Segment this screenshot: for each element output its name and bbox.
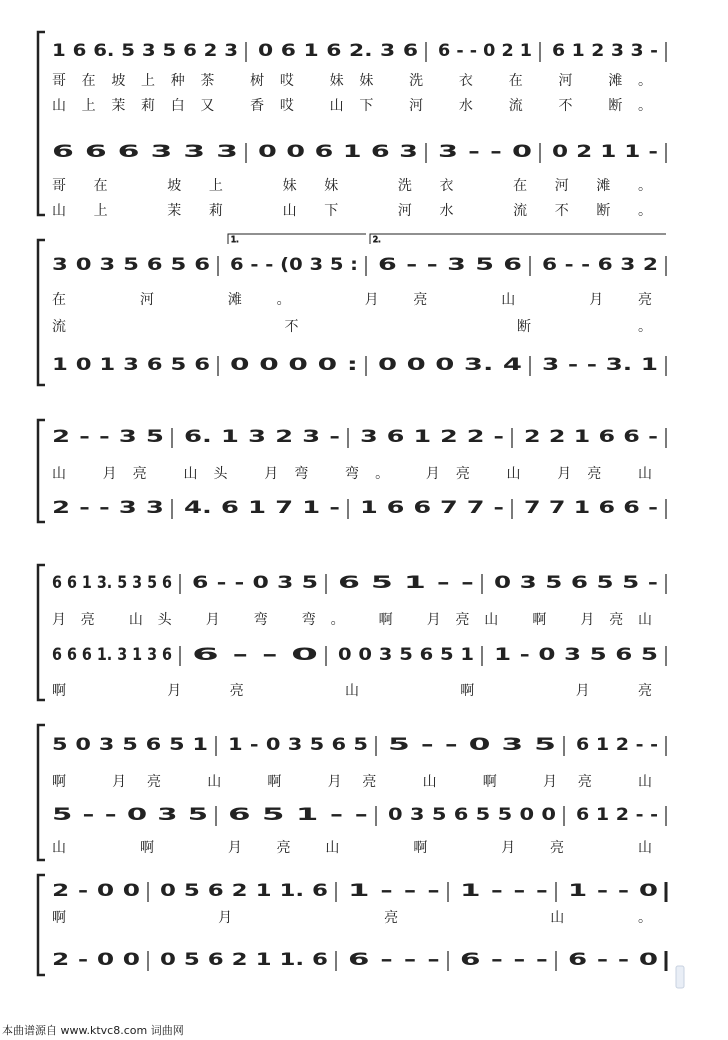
scroll-widget[interactable] <box>676 966 684 988</box>
lyric-line: 啊 月 亮 山。 <box>52 910 652 926</box>
measure-notes: 5 - - 0 3 5 <box>388 735 556 755</box>
measure-notes: 6 - - 0 2 1 <box>438 41 532 61</box>
lyric-line: 山 月亮 山头 月弯 弯。 月亮 山 月亮 山 <box>52 466 652 482</box>
measure-notes: 6 5 1 - - <box>338 573 474 593</box>
measure-notes: 6 1 2 - - <box>576 805 658 825</box>
lyric-line: 山上茉莉白又 香哎 山下 河 水 流 不 断。 <box>52 98 653 114</box>
lyric-line: 在 河 滩。 月亮 山 月亮 <box>52 292 653 308</box>
measure-notes: 1 - - - <box>348 881 440 901</box>
measure-notes: 0 0 3 5 6 5 1 <box>338 645 474 665</box>
measure-notes: 6 - - - <box>460 950 548 970</box>
measure-notes: 6 6 1 3. 5 3 5 6 <box>52 573 172 593</box>
volta-number: 2. <box>373 235 381 244</box>
measure-notes: 3 - - 0 <box>438 142 533 162</box>
measure-notes: 1 6 6. 5 3 5 6 2 3 <box>52 41 238 61</box>
measure-notes: 6 6 6 3 3 3 <box>52 142 238 162</box>
lyric-line: 月亮 山头 月 弯 弯。 啊 月亮山 啊 月亮山 <box>52 612 653 628</box>
measure-notes: 5 - - 0 3 5 <box>52 805 208 825</box>
measure-notes: 6 - - - <box>348 950 440 970</box>
measure-notes: 0 0 0 0 : <box>230 355 358 375</box>
system-brackets <box>38 32 45 975</box>
system-bracket <box>38 565 45 700</box>
volta-bracket <box>370 234 666 244</box>
measure-notes: 0 5 6 2 1 1. 6 <box>160 950 328 970</box>
measure-notes: 6 5 1 - - <box>228 805 368 825</box>
lyric-line: 啊 月亮 山 啊 月亮 <box>52 683 653 699</box>
measure-notes: 1 6 6 7 7 - <box>360 498 504 518</box>
lyric-line: 山上 茉莉 山下 河水 流不断。 <box>52 203 652 219</box>
measure-notes: 4. 6 1 7 1 - <box>184 498 340 518</box>
measure-notes: 0 5 6 2 1 1. 6 <box>160 881 328 901</box>
measure-notes: 0 6 1 6 2. 3 6 <box>258 41 418 61</box>
measure-notes: 7 7 1 6 6 - <box>524 498 658 518</box>
measure-notes: 5 0 3 5 6 5 1 <box>52 735 208 755</box>
system-bracket <box>38 420 45 522</box>
measure-notes: 0 3 5 6 5 5 - <box>494 573 658 593</box>
measure-notes: 1 - 0 3 5 6 5 <box>494 645 658 665</box>
measure-notes: 3 0 3 5 6 5 6 <box>52 255 210 275</box>
measure-notes: 3 6 1 2 2 - <box>360 427 504 447</box>
system-bracket <box>38 32 45 215</box>
measure-notes: 1 0 1 3 6 5 6 <box>52 355 210 375</box>
lyric-line: 哥在 坡上 妹妹 洗衣 在河滩。 <box>52 178 652 194</box>
lyric-line: 流 不 断。 <box>52 319 652 335</box>
measure-notes: 6 - - 6 3 2 <box>542 255 658 275</box>
system-bracket <box>38 725 45 860</box>
lyric-line: 哥在坡上种茶 树哎 妹妹 洗 衣 在 河 滩。 <box>52 73 653 89</box>
measure-notes: 2 - 0 0 <box>52 950 141 970</box>
measure-notes: 6 - - 0 <box>192 645 319 665</box>
measure-notes: 2 - - 3 5 <box>52 427 164 447</box>
measure-notes: 1 - - 0 <box>568 881 659 901</box>
measure-notes: 0 0 6 1 6 3 <box>258 142 418 162</box>
measure-notes: 6 1 2 - - <box>576 735 658 755</box>
measure-notes: 2 - - 3 3 <box>52 498 164 518</box>
measure-notes: 3 - - 3. 1 <box>542 355 658 375</box>
measure-notes: 1 - 0 3 5 6 5 <box>228 735 368 755</box>
measure-notes: 0 2 1 1 - <box>552 142 658 162</box>
lyric-line: 山 啊 月亮山 啊 月亮 山 <box>52 840 653 856</box>
measure-notes: 6 - - (0 3 5 : <box>230 255 358 275</box>
volta-bracket <box>228 234 366 244</box>
lyric-line: 啊 月亮 山 啊 月亮 山 啊 月亮 山 <box>52 774 652 790</box>
measure-notes: 0 3 5 6 5 5 0 0 <box>388 805 557 825</box>
system-bracket <box>38 875 45 975</box>
measure-notes: 6. 1 3 2 3 - <box>184 427 340 447</box>
measure-notes: 1 - - - <box>460 881 548 901</box>
volta-number: 1. <box>231 235 239 244</box>
measure-notes: 6 - - 0 <box>568 950 659 970</box>
measure-notes: 6 1 2 3 3 - <box>552 41 658 61</box>
measure-notes: 2 - 0 0 <box>52 881 141 901</box>
footer-source-text: 本曲谱源自 www.ktvc8.com 词曲网 <box>2 1024 184 1037</box>
measure-notes: 6 - - 0 3 5 <box>192 573 318 593</box>
system-bracket <box>38 240 45 385</box>
measure-notes: 2 2 1 6 6 - <box>524 427 658 447</box>
volta-marks <box>228 234 666 244</box>
measure-notes: 6 6 6 1. 3 1 3 6 <box>52 645 172 665</box>
measure-notes: 0 0 0 3. 4 <box>378 355 523 375</box>
measure-notes: 6 - - 3 5 6 <box>378 255 522 275</box>
